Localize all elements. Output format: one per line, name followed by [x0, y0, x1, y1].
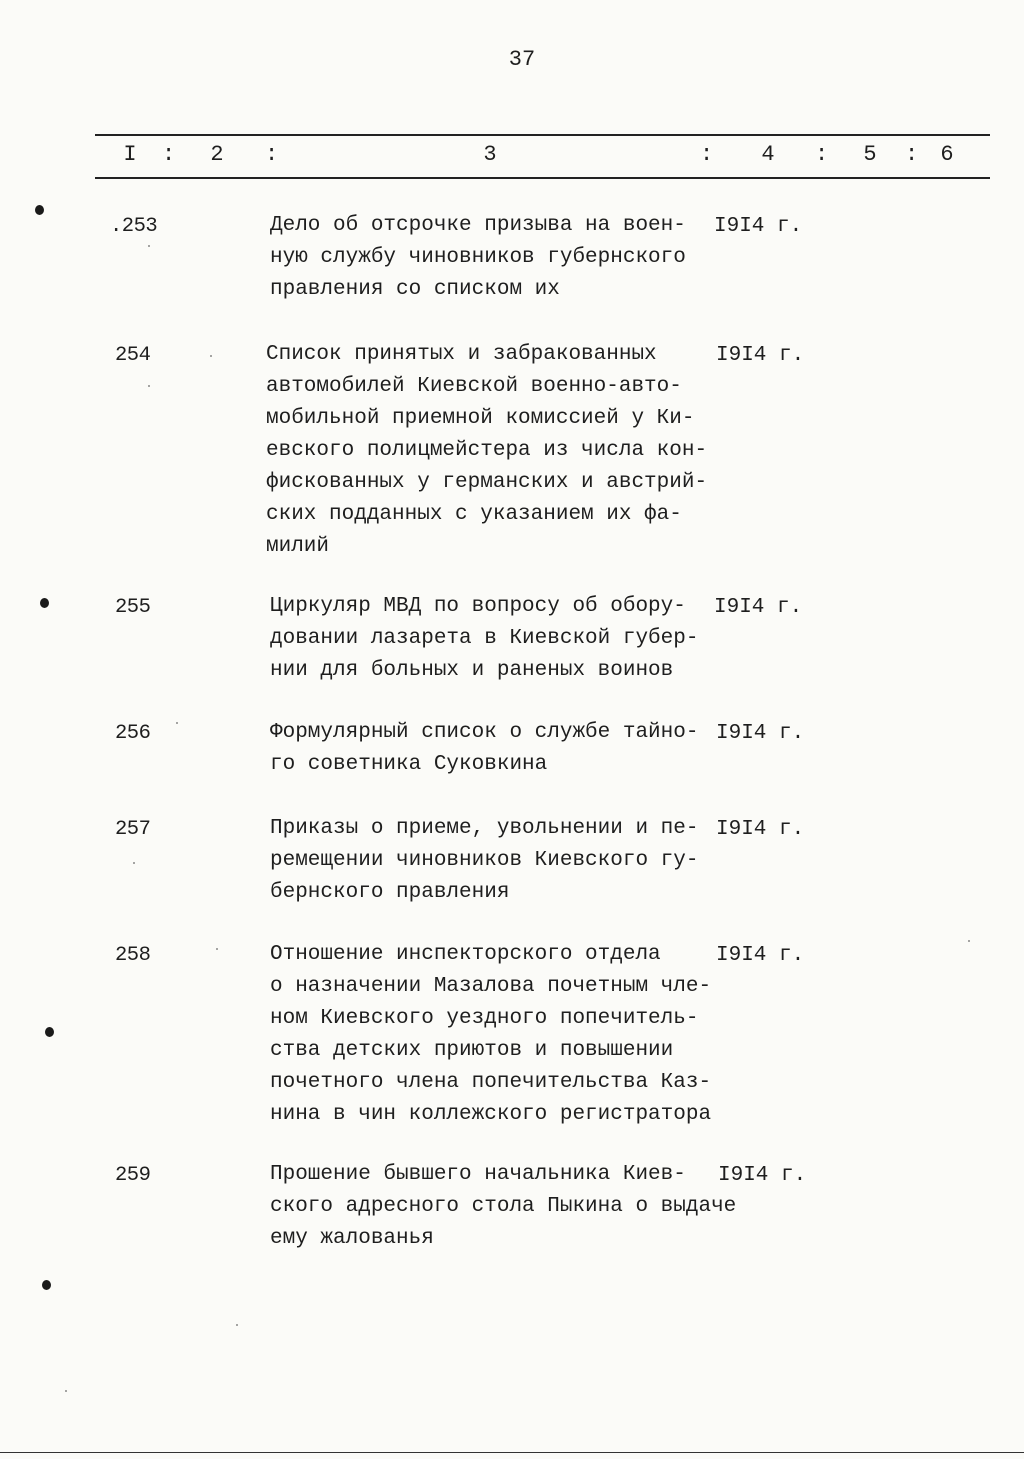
entry-description: Формулярный список о службе тайно- го советника Суковкина [270, 721, 699, 776]
scan-speck [133, 862, 135, 864]
entry-year: I9I4 г. [716, 818, 805, 841]
scan-speck [176, 722, 178, 724]
scan-speck [216, 948, 218, 950]
entry-number: 256 [115, 722, 151, 745]
scan-speck [236, 1324, 238, 1326]
page-number: 37 [508, 47, 536, 72]
punch-hole-mark [40, 598, 49, 608]
entry-year: I9I4 г. [716, 344, 805, 367]
entry-year: I9I4 г. [714, 215, 803, 238]
entry-year: I9I4 г. [718, 1164, 807, 1187]
scan-speck [968, 940, 970, 942]
column-separator: : [905, 142, 919, 167]
scan-speck [65, 1390, 67, 1392]
punch-hole-mark [45, 1027, 54, 1037]
entry-year: I9I4 г. [716, 722, 805, 745]
column-separator: : [162, 142, 176, 167]
table-header-top-rule [95, 134, 990, 136]
entry-description: Приказы о приеме, увольнении и пе- ремещении чиновников Киевского гу- бернского правления [270, 817, 699, 904]
column-header-4: 4 [761, 142, 775, 167]
entry-year: I9I4 г. [716, 944, 805, 967]
punch-hole-mark [42, 1280, 51, 1290]
column-header-5: 5 [863, 142, 877, 167]
punch-hole-mark [35, 205, 44, 215]
entry-description: Отношение инспекторского отдела о назначении Мазалова почетным чле- ном Киевского уездного попечитель- ства детских приютов и повышении почетного члена попечительства Каз- нина в чин коллежского регистратора [270, 943, 712, 1126]
column-separator: : [815, 142, 829, 167]
scan-speck [148, 245, 150, 247]
entry-number: .253 [110, 215, 158, 238]
scan-speck [148, 385, 150, 387]
entry-number: 259 [115, 1164, 151, 1187]
column-header-2: 2 [210, 142, 224, 167]
column-header-3: 3 [483, 142, 497, 167]
column-header-6: 6 [940, 142, 954, 167]
entry-number: 254 [115, 344, 151, 367]
column-header-1: I [123, 142, 137, 167]
column-separator: : [265, 142, 279, 167]
entry-description: Дело об отсрочке призыва на воен- ную службу чиновников губернского правления со списком их [270, 214, 686, 301]
table-header-bottom-rule [95, 177, 990, 179]
entry-description: Список принятых и забракованных автомобилей Киевской военно-авто- мобильной приемной комиссией у Ки- евского полицмейстера из числа кон- фискованных у германских и австрий- ских подданных с указанием их фа- милий [266, 343, 708, 558]
entry-number: 255 [115, 596, 151, 619]
entry-number: 257 [115, 818, 151, 841]
column-separator: : [700, 142, 714, 167]
page-bottom-edge [0, 1452, 1024, 1453]
entry-description: Прошение бывшего начальника Киев- ского адресного стола Пыкина о выдаче ему жалованья [270, 1163, 737, 1250]
entry-year: I9I4 г. [714, 596, 803, 619]
entry-number: 258 [115, 944, 151, 967]
scan-speck [210, 355, 212, 357]
entry-description: Циркуляр МВД по вопросу об обору- довании лазарета в Киевской губер- нии для больных и раненых воинов [270, 595, 699, 682]
